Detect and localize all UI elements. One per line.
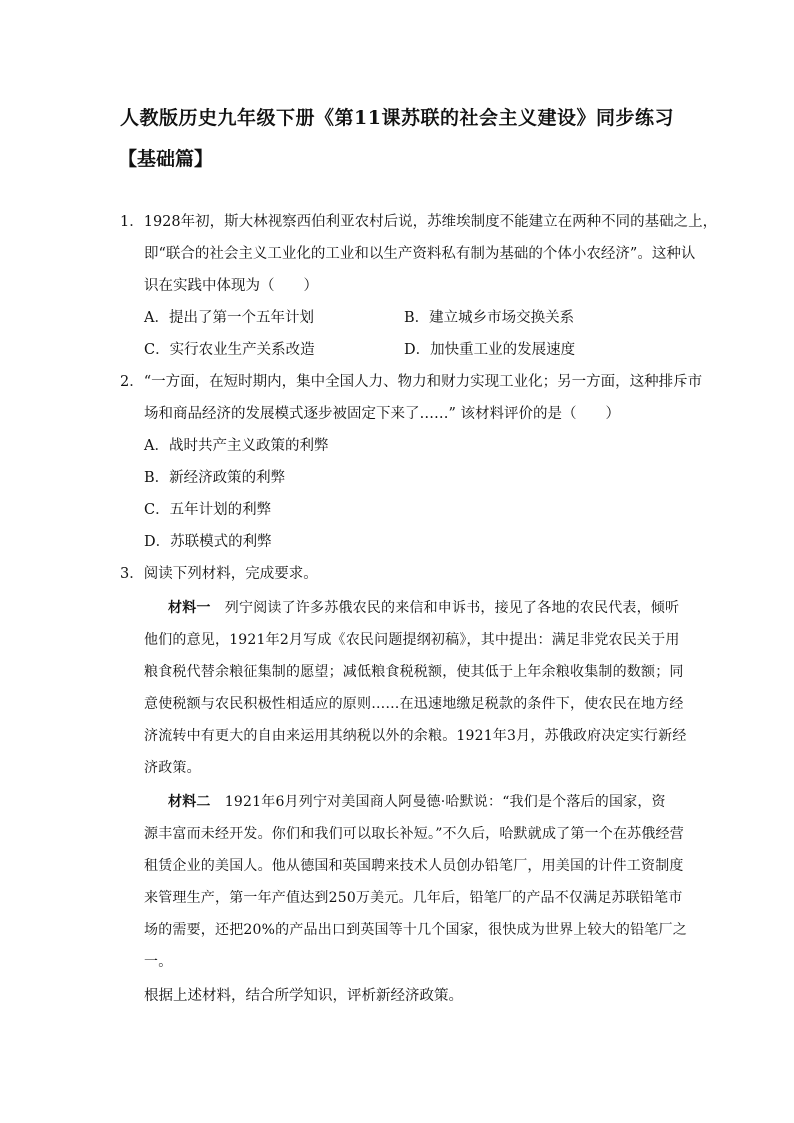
material-1-first-line: [168, 598, 679, 618]
material-2-line: 场的需要，还把20%的产品出口到英国等十几个国家，很快成为世界上较大的铅笔厂之: [144, 922, 687, 938]
q2-option-b: B．新经济政策的利弊: [144, 470, 286, 486]
q2-option-d: D．苏联模式的利弊: [144, 534, 272, 550]
q3-intro: 3．阅读下列材料，完成要求。: [120, 566, 318, 582]
material-2-line: 源丰富而未经开发。你们和我们可以取长补短。”不久后，哈默就成了第一个在苏俄经营: [144, 826, 684, 842]
material-2-line: 来管理生产，第一年产值达到250万美元。几年后，铅笔厂的产品不仅满足苏联铅笔市: [144, 890, 683, 906]
material-2-line: 租赁企业的美国人。他从德国和英国聘来技术人员创办铅笔厂，用美国的计件工资制度: [144, 858, 684, 874]
material-1-label: 材料一: [168, 600, 211, 616]
material-1-line: 济政策。: [144, 760, 201, 776]
material-1-line: 意使税额与农民积极性相适应的原则……在迅速地缴足税款的条件下，使农民在地方经: [144, 696, 684, 712]
section-heading: 【基础篇】: [118, 148, 214, 170]
q2-line-2: 场和商品经济的发展模式逐步被固定下来了……” 该材料评价的是（ ）: [144, 406, 621, 422]
q1-option-d: D．加快重工业的发展速度: [404, 342, 576, 358]
material-2-text: 1921年6月列宁对美国商人阿曼德·哈默说：“我们是个落后的国家，资: [210, 794, 666, 810]
page-title: 人教版历史九年级下册《第11课苏联的社会主义建设》同步练习: [120, 107, 674, 129]
material-1-line: 济流转中有更大的自由来运用其纳税以外的余粮。1921年3月，苏俄政府决定实行新经: [144, 728, 687, 744]
q1-option-c: C．实行农业生产关系改造: [144, 342, 315, 358]
q1-line-2: 即“联合的社会主义工业化的工业和以生产资料私有制为基础的个体小农经济”。这种认: [144, 246, 696, 262]
q1-option-a: A．提出了第一个五年计划: [144, 310, 314, 326]
q3-requirement: 根据上述材料，结合所学知识，评析新经济政策。: [144, 988, 463, 1004]
q2-option-c: C．五年计划的利弊: [144, 502, 272, 518]
material-1-text: 列宁阅读了许多苏俄农民的来信和申诉书，接见了各地的农民代表，倾听: [210, 600, 680, 616]
material-2-label: 材料二: [168, 794, 211, 810]
q2-option-a: A．战时共产主义政策的利弊: [144, 438, 329, 454]
material-2-first-line: [168, 792, 666, 812]
material-1-line: 粮食税代替余粮征集制的愿望；减低粮食税税额，使其低于上年余粮收集制的数额；同: [144, 664, 684, 680]
q1-option-b: B．建立城乡市场交换关系: [404, 310, 575, 326]
material-2-line: 一。: [144, 954, 173, 970]
material-1-line: 他们的意见，1921年2月写成《农民问题提纲初稿》，其中提出：满足非党农民关于用: [144, 632, 680, 648]
q1-line-1: 1．1928年初，斯大林视察西伯利亚农村后说，苏维埃制度不能建立在两种不同的基础之上，: [120, 214, 718, 230]
q1-line-3: 识在实践中体现为（ ）: [144, 278, 318, 294]
q2-line-1: 2．“一方面，在短时期内，集中全国人力、物力和财力实现工业化；另一方面，这种排斥市: [120, 374, 703, 390]
